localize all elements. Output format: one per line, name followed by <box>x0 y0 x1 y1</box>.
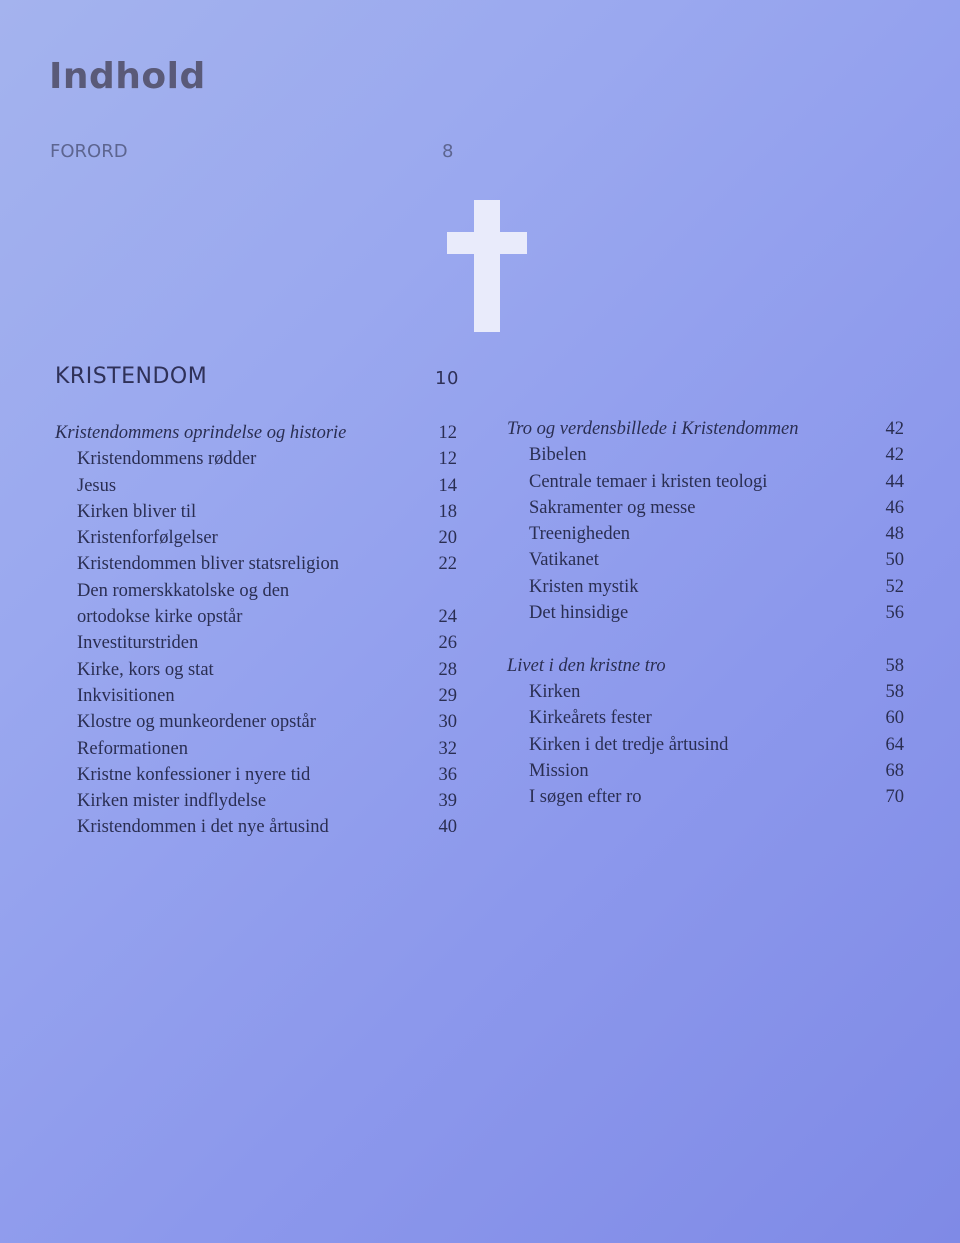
toc-entry <box>55 657 460 683</box>
toc-entry <box>507 784 907 810</box>
toc-entry-label: Kirken bliver til <box>77 501 197 522</box>
toc-right-column <box>507 416 907 810</box>
toc-entry-page: 48 <box>885 524 904 545</box>
toc-entry-page: 58 <box>885 655 904 676</box>
toc-entry-page: 56 <box>885 603 904 624</box>
toc-entry <box>507 521 907 547</box>
section-heading-page: 10 <box>435 368 459 389</box>
toc-entry-page: 12 <box>438 423 457 443</box>
toc-entry-label: Kirkeårets fester <box>529 708 652 729</box>
toc-entry-label: Kristendommen bliver statsreligion <box>77 554 340 575</box>
toc-entry-label: Kristen mystik <box>529 576 639 597</box>
toc-entry-page: 44 <box>885 471 904 492</box>
toc-entry-page: 40 <box>438 817 457 838</box>
toc-group-heading <box>507 416 907 442</box>
toc-entry-label: Investiturstriden <box>77 633 199 654</box>
toc-entry-label: Centrale temaer i kristen teologi <box>529 471 768 492</box>
toc-entry <box>507 442 907 468</box>
toc-entry-label: Kirken <box>529 681 581 702</box>
toc-entry-label: Reformationen <box>77 738 188 759</box>
toc-entry-label: Treenigheden <box>529 524 631 545</box>
toc-spacer <box>507 626 907 652</box>
toc-group-heading <box>55 420 460 446</box>
toc-left-column <box>55 420 460 841</box>
toc-entry-label: Mission <box>529 760 589 781</box>
toc-entry-label: Tro og verdensbillede i Kristendommen <box>507 419 799 439</box>
toc-entry-label: FORORD <box>50 141 128 162</box>
toc-entry-label: Den romerskkatolske og den <box>77 580 290 601</box>
toc-entry-page: 36 <box>438 764 457 785</box>
toc-entry <box>55 578 460 604</box>
toc-entry-label: Kristne konfessioner i nyere tid <box>77 764 311 785</box>
toc-entry-page: 50 <box>885 550 904 571</box>
toc-entry-label: Klostre og munkeordener opstår <box>77 712 316 733</box>
toc-entry <box>55 525 460 551</box>
toc-entry <box>55 736 460 762</box>
toc-entry-forord <box>50 141 460 162</box>
toc-entry-label: Kristendommens oprindelse og historie <box>55 423 347 443</box>
toc-entry-label: Bibelen <box>529 445 587 466</box>
toc-entry-label: Jesus <box>77 475 117 496</box>
toc-entry <box>55 473 460 499</box>
toc-entry <box>55 446 460 472</box>
toc-entry-label: Kristendommen i det nye årtusind <box>77 817 329 838</box>
toc-entry <box>55 683 460 709</box>
toc-entry <box>55 630 460 656</box>
section-heading-label: KRISTENDOM <box>55 364 208 389</box>
toc-entry-label: Kristenforfølgelser <box>77 528 218 549</box>
toc-entry <box>507 574 907 600</box>
toc-entry <box>55 499 460 525</box>
toc-entry <box>507 495 907 521</box>
toc-entry <box>55 551 460 577</box>
toc-entry-page: 70 <box>885 787 904 808</box>
toc-entry <box>55 814 460 840</box>
toc-entry <box>55 709 460 735</box>
toc-entry-page: 42 <box>885 419 904 439</box>
toc-entry-page: 60 <box>885 708 904 729</box>
toc-entry <box>507 732 907 758</box>
toc-entry-page: 42 <box>885 445 904 466</box>
toc-entry-page: 12 <box>438 449 457 470</box>
toc-entry <box>507 758 907 784</box>
toc-entry-page: 8 <box>442 141 454 162</box>
toc-entry <box>507 469 907 495</box>
toc-entry-page: 24 <box>438 607 457 628</box>
toc-entry <box>55 762 460 788</box>
toc-entry-label: Vatikanet <box>529 550 599 571</box>
toc-entry <box>55 788 460 814</box>
toc-entry <box>507 679 907 705</box>
toc-entry-label: Livet i den kristne tro <box>507 655 666 676</box>
toc-group-heading <box>507 653 907 679</box>
toc-entry-page: 28 <box>438 659 457 680</box>
toc-entry-page: 68 <box>885 760 904 781</box>
section-heading <box>55 364 460 389</box>
toc-entry-page: 58 <box>885 681 904 702</box>
toc-entry-page: 46 <box>885 497 904 518</box>
toc-entry-page: 14 <box>438 475 457 496</box>
toc-entry <box>507 547 907 573</box>
toc-entry-page: 29 <box>438 685 457 706</box>
toc-entry-page: 22 <box>438 554 457 575</box>
toc-entry-label: Kirken i det tredje årtusind <box>529 734 729 755</box>
toc-entry-page: 26 <box>438 633 457 654</box>
toc-entry-page: 64 <box>885 734 904 755</box>
toc-entry <box>507 600 907 626</box>
toc-entry-page: 39 <box>438 791 457 812</box>
toc-entry-label: Kirken mister indflydelse <box>77 791 267 812</box>
toc-entry-page: 30 <box>438 712 457 733</box>
page-title: Indhold <box>49 56 206 97</box>
toc-entry-page: 52 <box>885 576 904 597</box>
toc-entry-label: Kristendommens rødder <box>77 449 257 470</box>
cross-icon <box>447 200 527 332</box>
toc-entry-page: 20 <box>438 528 457 549</box>
toc-entry-label: ortodokse kirke opstår <box>77 607 243 628</box>
toc-entry-label: I søgen efter ro <box>529 787 642 808</box>
toc-entry <box>55 604 460 630</box>
toc-entry-label: Sakramenter og messe <box>529 497 696 518</box>
toc-entry-label: Kirke, kors og stat <box>77 659 214 680</box>
toc-entry-label: Inkvisitionen <box>77 685 175 706</box>
toc-entry-page: 18 <box>438 501 457 522</box>
toc-entry-label: Det hinsidige <box>529 603 629 624</box>
toc-entry <box>507 705 907 731</box>
toc-entry-page: 32 <box>438 738 457 759</box>
